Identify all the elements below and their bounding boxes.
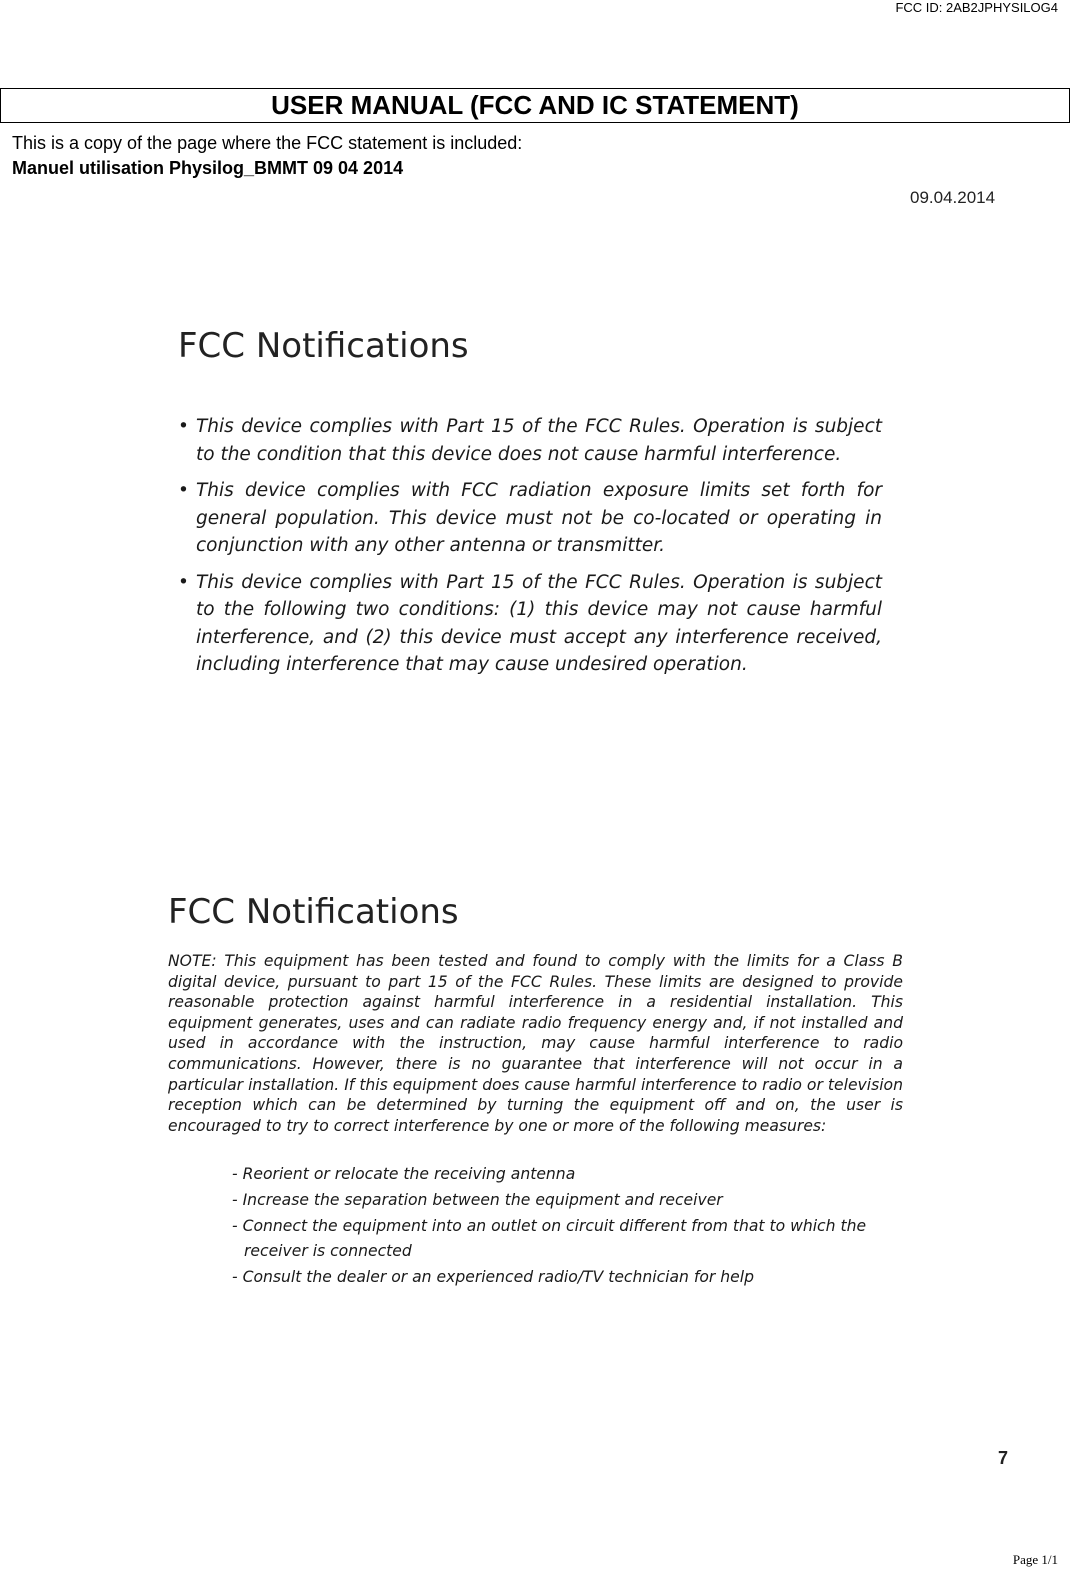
manual-name: Manuel utilisation Physilog_BMMT 09 04 2014 [12,158,404,178]
bullet-icon: • [178,480,189,501]
section-2-title: FCC Notifications [168,892,459,932]
list-item: - Reorient or relocate the receiving antenna [232,1165,576,1183]
fcc-id: FCC ID: 2AB2JPHYSILOG4 [895,0,1058,15]
section-1-title: FCC Notifications [178,326,469,366]
measures-list [232,1162,872,1291]
document-title: USER MANUAL (FCC AND IC STATEMENT) [0,88,1070,123]
intro-text: This is a copy of the page where the FCC statement is included: [12,133,523,153]
bullet-icon: • [178,416,189,437]
page-date: 09.04.2014 [910,188,996,207]
fcc-bullet-list [178,413,882,688]
fcc-note-paragraph: NOTE: This equipment has been tested and found to comply with the limits for a Class B digital device, pursuant to part 15 of the FCC Rules. These limits are designed to provide reasonable protection against harmful interference in a residential installation. This equipment generates, uses and can radiate radio frequency energy and, if not installed and used in accordance with the instruction, may cause harmful interference to radio communications. However, there is no guarantee that interference will not occur in a particular installation. If this equipment does cause harmful interference to radio or television reception which can be determined by turning the equipment off and on, the user is encouraged to try to correct interference by one or more of the following measures: [168,952,903,1135]
list-item [178,477,882,560]
bullet-text: This device complies with Part 15 of the FCC Rules. Operation is subject to the condition that this device does not cause harmful interference. [196,416,882,465]
list-item: - Increase the separation between the equipment and receiver [232,1191,723,1209]
list-item: - Connect the equipment into an outlet on circuit different from that to which the receiver is connected [232,1217,867,1260]
manual-page-number: 7 [998,1448,1009,1468]
bullet-text: This device complies with Part 15 of the FCC Rules. Operation is subject to the following two conditions: (1) this device may not cause harmful interference, and (2) this device must accept any interference received, including interference that may cause undesired operation. [196,571,882,675]
bullet-icon: • [178,571,189,593]
bullet-text: This device complies with FCC radiation exposure limits set forth for general population. This device must not be co-located or operating in conjunction with any other antenna or transmitter. [196,480,882,556]
list-item [178,413,882,468]
list-item: - Consult the dealer or an experienced radio/TV technician for help [232,1268,754,1286]
list-item [178,569,882,679]
page-footer: Page 1/1 [1012,1552,1058,1567]
